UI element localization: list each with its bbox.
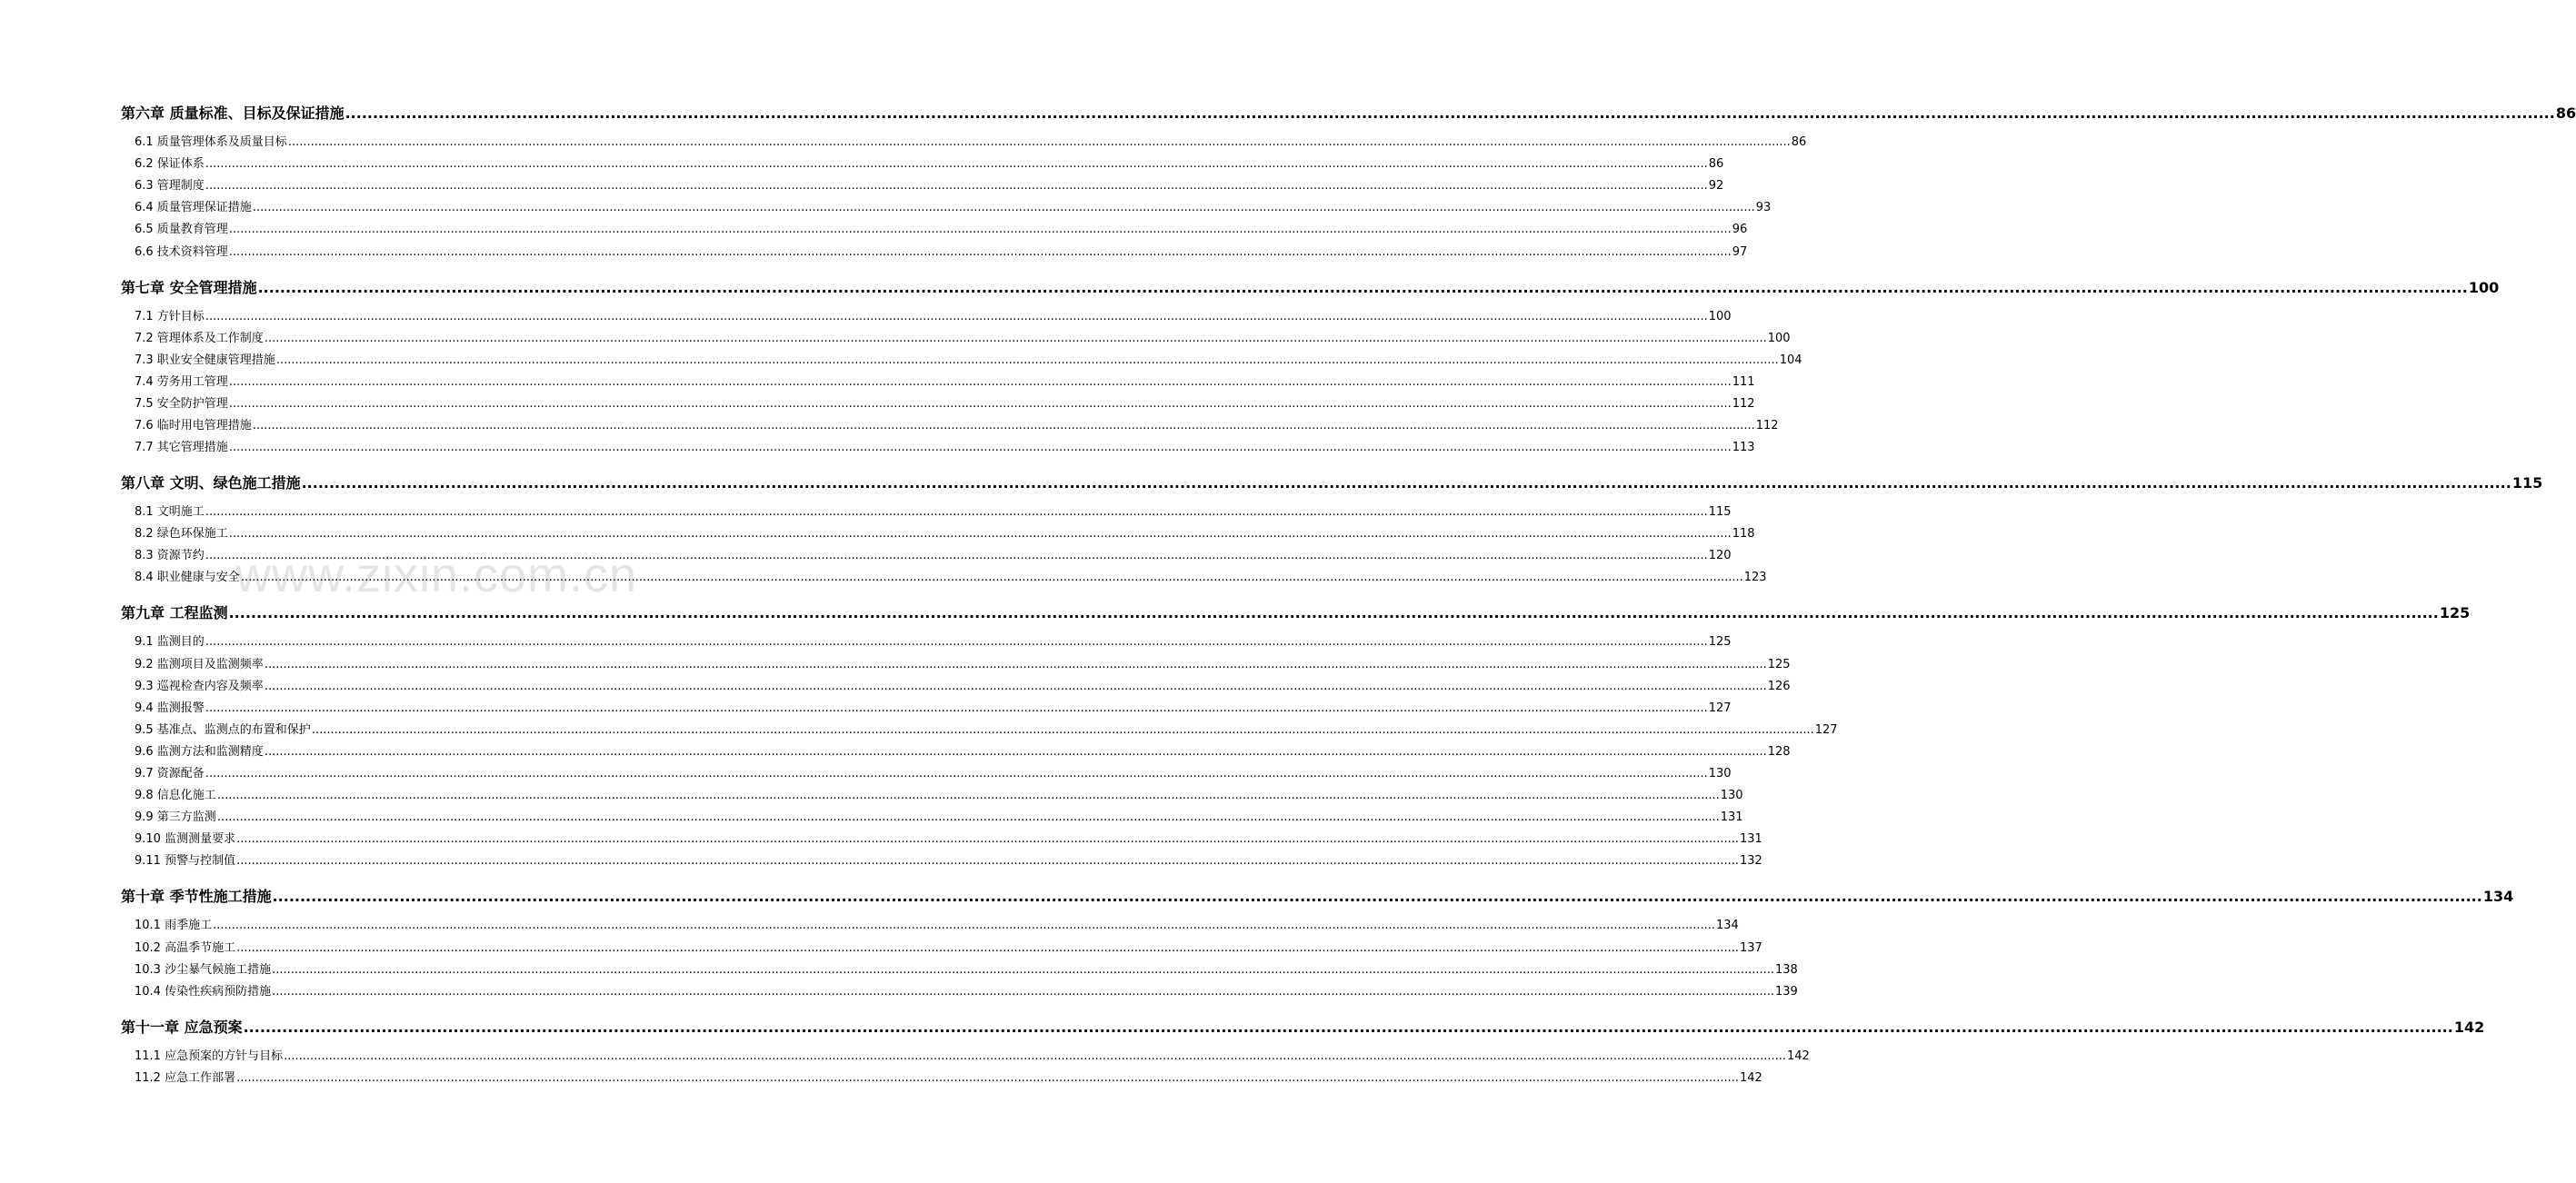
- dot-leader: ................................................................................................................................................................................................................................................................................................................................................................................................................: [236, 832, 1740, 847]
- dot-leader: ................................................................................................................................................................................................................................................................................................................................................................................................................: [228, 604, 2439, 622]
- dot-leader: ................................................................................................................................................................................................................................................................................................................................................................................................................: [205, 635, 1708, 650]
- toc-entry-page-number: 126: [1767, 679, 1791, 693]
- toc-entry-title: 9.4 监测报警: [135, 701, 205, 715]
- dot-leader: ................................................................................................................................................................................................................................................................................................................................................................................................................: [311, 722, 1814, 737]
- dot-leader: ................................................................................................................................................................................................................................................................................................................................................................................................................: [287, 135, 1791, 149]
- dot-leader: ................................................................................................................................................................................................................................................................................................................................................................................................................: [216, 789, 1720, 803]
- toc-entry-page-number: 127: [1814, 722, 1838, 737]
- toc-entry-title: 7.2 管理体系及工作制度: [135, 331, 264, 345]
- toc-entry-page-number: 113: [1732, 441, 1755, 455]
- toc-entry-title: 第十一章 应急预案: [121, 1018, 243, 1036]
- dot-leader: ................................................................................................................................................................................................................................................................................................................................................................................................................: [213, 919, 1716, 933]
- toc-section-entry[interactable]: [135, 132, 1807, 149]
- dot-leader: ................................................................................................................................................................................................................................................................................................................................................................................................................: [205, 505, 1708, 520]
- toc-entry-title: 7.6 临时用电管理措施: [135, 419, 252, 432]
- toc-entry-page-number: 104: [1779, 353, 1802, 367]
- toc-section-entry[interactable]: [135, 372, 1755, 389]
- toc-entry-page-number: 132: [1740, 854, 1762, 869]
- toc-entry-title: 9.1 监测目的: [135, 635, 205, 650]
- toc-entry-title: 7.4 劳务用工管理: [135, 374, 228, 389]
- toc-section-entry[interactable]: [135, 175, 1724, 194]
- toc-entry-page-number: 137: [1740, 940, 1762, 955]
- toc-entry-page-number: 127: [1708, 701, 1732, 715]
- toc-entry-page-number: 112: [1755, 419, 1779, 432]
- toc-entry-title: 6.3 管理制度: [135, 179, 205, 194]
- toc-section-entry[interactable]: [135, 350, 1802, 367]
- toc-entry-title: 10.3 沙尘暴气候施工措施: [135, 962, 272, 977]
- toc-section-entry[interactable]: [135, 219, 1748, 237]
- toc-section-entry[interactable]: [135, 676, 1791, 693]
- toc-entry-title: 7.7 其它管理措施: [135, 441, 228, 455]
- dot-leader: ................................................................................................................................................................................................................................................................................................................................................................................................................: [257, 278, 2468, 296]
- dot-leader: ................................................................................................................................................................................................................................................................................................................................................................................................................: [228, 441, 1732, 455]
- toc-entry-page-number: 125: [1708, 635, 1732, 650]
- toc-section-entry[interactable]: [135, 306, 1732, 323]
- toc-entry-page-number: 142: [1787, 1049, 1810, 1063]
- toc-section-entry[interactable]: [135, 502, 1732, 520]
- toc-entry-title: 9.6 监测方法和监测精度: [135, 744, 264, 759]
- toc-entry-page-number: 125: [2439, 604, 2471, 622]
- toc-entry-title: 第十章 季节性施工措施: [121, 888, 272, 906]
- toc-entry-title: 11.2 应急工作部署: [135, 1070, 236, 1085]
- toc-entry-page-number: 115: [2511, 474, 2543, 492]
- toc-section-entry[interactable]: [135, 631, 1732, 650]
- dot-leader: ................................................................................................................................................................................................................................................................................................................................................................................................................: [205, 767, 1708, 780]
- toc-entry-page-number: 86: [1708, 157, 1724, 172]
- toc-entry-title: 7.1 方针目标: [135, 309, 205, 323]
- toc-entry-title: 8.1 文明施工: [135, 505, 205, 520]
- toc-entry-page-number: 131: [1740, 832, 1762, 847]
- toc-entry-title: 8.3 资源节约: [135, 549, 205, 563]
- toc-entry-title: 6.5 质量教育管理: [135, 223, 228, 237]
- dot-leader: ................................................................................................................................................................................................................................................................................................................................................................................................................: [252, 419, 1755, 432]
- dot-leader: ................................................................................................................................................................................................................................................................................................................................................................................................................: [228, 396, 1732, 411]
- dot-leader: ................................................................................................................................................................................................................................................................................................................................................................................................................: [228, 374, 1732, 389]
- toc-entry-title: 8.2 绿色环保施工: [135, 527, 228, 542]
- toc-entry-page-number: 130: [1720, 789, 1743, 803]
- dot-leader: ................................................................................................................................................................................................................................................................................................................................................................................................................: [205, 157, 1708, 172]
- toc-entry-title: 6.2 保证体系: [135, 157, 205, 172]
- dot-leader: ................................................................................................................................................................................................................................................................................................................................................................................................................: [264, 679, 1767, 693]
- toc-entry-title: 第六章 质量标准、目标及保证措施: [121, 104, 344, 122]
- toc-entry-page-number: 86: [1791, 135, 1807, 149]
- toc-entry-title: 6.6 技术资料管理: [135, 244, 228, 259]
- toc-entry-page-number: 118: [1732, 527, 1755, 542]
- dot-leader: ................................................................................................................................................................................................................................................................................................................................................................................................................: [216, 810, 1720, 825]
- toc-section-entry[interactable]: [135, 154, 1724, 172]
- dot-leader: ................................................................................................................................................................................................................................................................................................................................................................................................................: [243, 1018, 2453, 1036]
- toc-entry-title: 9.3 巡视检查内容及频率: [135, 679, 264, 693]
- toc-entry-title: 9.5 基准点、监测点的布置和保护: [135, 722, 311, 737]
- toc-entry-page-number: 111: [1732, 374, 1755, 389]
- dot-leader: ................................................................................................................................................................................................................................................................................................................................................................................................................: [284, 1049, 1787, 1063]
- toc-entry-page-number: 93: [1755, 201, 1772, 215]
- toc-entry-page-number: 100: [1767, 331, 1791, 345]
- dot-leader: ................................................................................................................................................................................................................................................................................................................................................................................................................: [205, 549, 1708, 563]
- toc-chapter-entry[interactable]: [121, 102, 2576, 123]
- toc-section-entry[interactable]: [135, 1068, 1762, 1085]
- toc-entry-title: 10.4 传染性疾病预防措施: [135, 984, 272, 999]
- dot-leader: ................................................................................................................................................................................................................................................................................................................................................................................................................: [344, 104, 2555, 122]
- dot-leader: ................................................................................................................................................................................................................................................................................................................................................................................................................: [236, 940, 1740, 955]
- toc-section-entry[interactable]: [135, 328, 1791, 345]
- toc-entry-page-number: 130: [1708, 767, 1732, 780]
- dot-leader: ................................................................................................................................................................................................................................................................................................................................................................................................................: [252, 201, 1755, 215]
- toc-entry-page-number: 138: [1775, 962, 1798, 977]
- toc-entry-page-number: 96: [1732, 223, 1748, 237]
- dot-leader: ................................................................................................................................................................................................................................................................................................................................................................................................................: [275, 353, 1779, 367]
- toc-entry-title: 9.7 资源配备: [135, 767, 205, 780]
- dot-leader: ................................................................................................................................................................................................................................................................................................................................................................................................................: [272, 984, 1775, 999]
- toc-entry-title: 9.2 监测项目及监测频率: [135, 657, 264, 671]
- toc-section-entry[interactable]: [135, 938, 1762, 955]
- dot-leader: ................................................................................................................................................................................................................................................................................................................................................................................................................: [228, 223, 1732, 237]
- toc-section-entry[interactable]: [135, 698, 1732, 715]
- toc-entry-title: 6.4 质量管理保证措施: [135, 201, 252, 215]
- toc-section-entry[interactable]: [135, 437, 1755, 455]
- toc-entry-page-number: 120: [1708, 549, 1732, 563]
- dot-leader: ................................................................................................................................................................................................................................................................................................................................................................................................................: [240, 571, 1743, 585]
- dot-leader: ................................................................................................................................................................................................................................................................................................................................................................................................................: [264, 744, 1767, 759]
- toc-entry-title: 9.11 预警与控制值: [135, 854, 236, 869]
- toc-entry-title: 第九章 工程监测: [121, 604, 228, 622]
- toc-entry-title: 11.1 应急预案的方针与目标: [135, 1049, 284, 1063]
- toc-entry-page-number: 142: [1740, 1070, 1762, 1085]
- toc-entry-title: 第八章 文明、绿色施工措施: [121, 474, 301, 492]
- toc-section-entry[interactable]: [135, 915, 1739, 933]
- toc-entry-page-number: 139: [1775, 984, 1798, 999]
- toc-entry-title: 8.4 职业健康与安全: [135, 571, 240, 585]
- toc-section-entry[interactable]: [135, 1046, 1810, 1063]
- toc-section-entry[interactable]: [135, 959, 1798, 977]
- toc-entry-title: 6.1 质量管理体系及质量目标: [135, 135, 287, 149]
- toc-section-entry[interactable]: [135, 981, 1798, 999]
- toc-entry-page-number: 128: [1767, 744, 1791, 759]
- toc-entry-page-number: 97: [1732, 244, 1748, 259]
- toc-chapter-entry[interactable]: [121, 276, 2500, 297]
- toc-entry-title: 9.10 监测测量要求: [135, 832, 236, 847]
- toc-entry-page-number: 131: [1720, 810, 1743, 825]
- toc-entry-title: 7.3 职业安全健康管理措施: [135, 353, 275, 367]
- toc-chapter-entry[interactable]: [121, 472, 2543, 492]
- toc-entry-page-number: 112: [1732, 396, 1755, 411]
- dot-leader: ................................................................................................................................................................................................................................................................................................................................................................................................................: [236, 854, 1740, 869]
- dot-leader: ................................................................................................................................................................................................................................................................................................................................................................................................................: [272, 888, 2482, 906]
- toc-section-entry[interactable]: [135, 654, 1791, 671]
- toc-entry-page-number: 123: [1743, 571, 1767, 585]
- dot-leader: ................................................................................................................................................................................................................................................................................................................................................................................................................: [228, 527, 1732, 542]
- dot-leader: ................................................................................................................................................................................................................................................................................................................................................................................................................: [264, 657, 1767, 671]
- toc-entry-page-number: 115: [1708, 505, 1732, 520]
- toc-section-entry[interactable]: [135, 242, 1748, 259]
- toc-section-entry[interactable]: [135, 850, 1762, 869]
- toc-entry-title: 10.1 雨季施工: [135, 919, 213, 933]
- toc-section-entry[interactable]: [135, 785, 1743, 803]
- toc-section-entry[interactable]: [135, 197, 1772, 215]
- toc-entry-page-number: 134: [1716, 919, 1739, 933]
- toc-entry-title: 9.9 第三方监测: [135, 810, 216, 825]
- toc-section-entry[interactable]: [135, 523, 1755, 542]
- dot-leader: ................................................................................................................................................................................................................................................................................................................................................................................................................: [205, 179, 1708, 194]
- watermark: www.zixin.com.cn: [235, 548, 638, 602]
- toc-section-entry[interactable]: [135, 545, 1732, 563]
- toc-section-entry[interactable]: [135, 720, 1838, 737]
- toc-entry-title: 10.2 高温季节施工: [135, 940, 236, 955]
- dot-leader: ................................................................................................................................................................................................................................................................................................................................................................................................................: [301, 474, 2511, 492]
- toc-chapter-entry[interactable]: [121, 885, 2514, 906]
- toc-entry-page-number: 134: [2482, 888, 2514, 906]
- dot-leader: ................................................................................................................................................................................................................................................................................................................................................................................................................: [228, 244, 1732, 259]
- toc-section-entry[interactable]: [135, 763, 1732, 780]
- toc-section-entry[interactable]: [135, 807, 1743, 825]
- toc-entry-page-number: 100: [1708, 309, 1732, 323]
- toc-chapter-entry[interactable]: [121, 1016, 2485, 1037]
- toc-entry-page-number: 125: [1767, 657, 1791, 671]
- toc-entry-title: 7.5 安全防护管理: [135, 396, 228, 411]
- toc-entry-page-number: 92: [1708, 179, 1724, 194]
- toc-entry-page-number: 142: [2453, 1018, 2485, 1036]
- toc-entry-title: 9.8 信息化施工: [135, 789, 216, 803]
- dot-leader: ................................................................................................................................................................................................................................................................................................................................................................................................................: [264, 331, 1767, 345]
- dot-leader: ................................................................................................................................................................................................................................................................................................................................................................................................................: [272, 962, 1775, 977]
- toc-entry-page-number: 86: [2555, 104, 2576, 122]
- toc-section-entry[interactable]: [135, 829, 1762, 847]
- toc-section-entry[interactable]: [135, 741, 1791, 759]
- toc-entry-title: 第七章 安全管理措施: [121, 278, 257, 296]
- toc-entry-page-number: 100: [2468, 278, 2500, 296]
- dot-leader: ................................................................................................................................................................................................................................................................................................................................................................................................................: [205, 309, 1708, 323]
- toc-section-entry[interactable]: [135, 415, 1779, 432]
- toc-section-entry[interactable]: [135, 567, 1767, 585]
- dot-leader: ................................................................................................................................................................................................................................................................................................................................................................................................................: [236, 1070, 1740, 1085]
- toc-section-entry[interactable]: [135, 393, 1755, 411]
- dot-leader: ................................................................................................................................................................................................................................................................................................................................................................................................................: [205, 701, 1708, 715]
- toc-chapter-entry[interactable]: [121, 601, 2471, 622]
